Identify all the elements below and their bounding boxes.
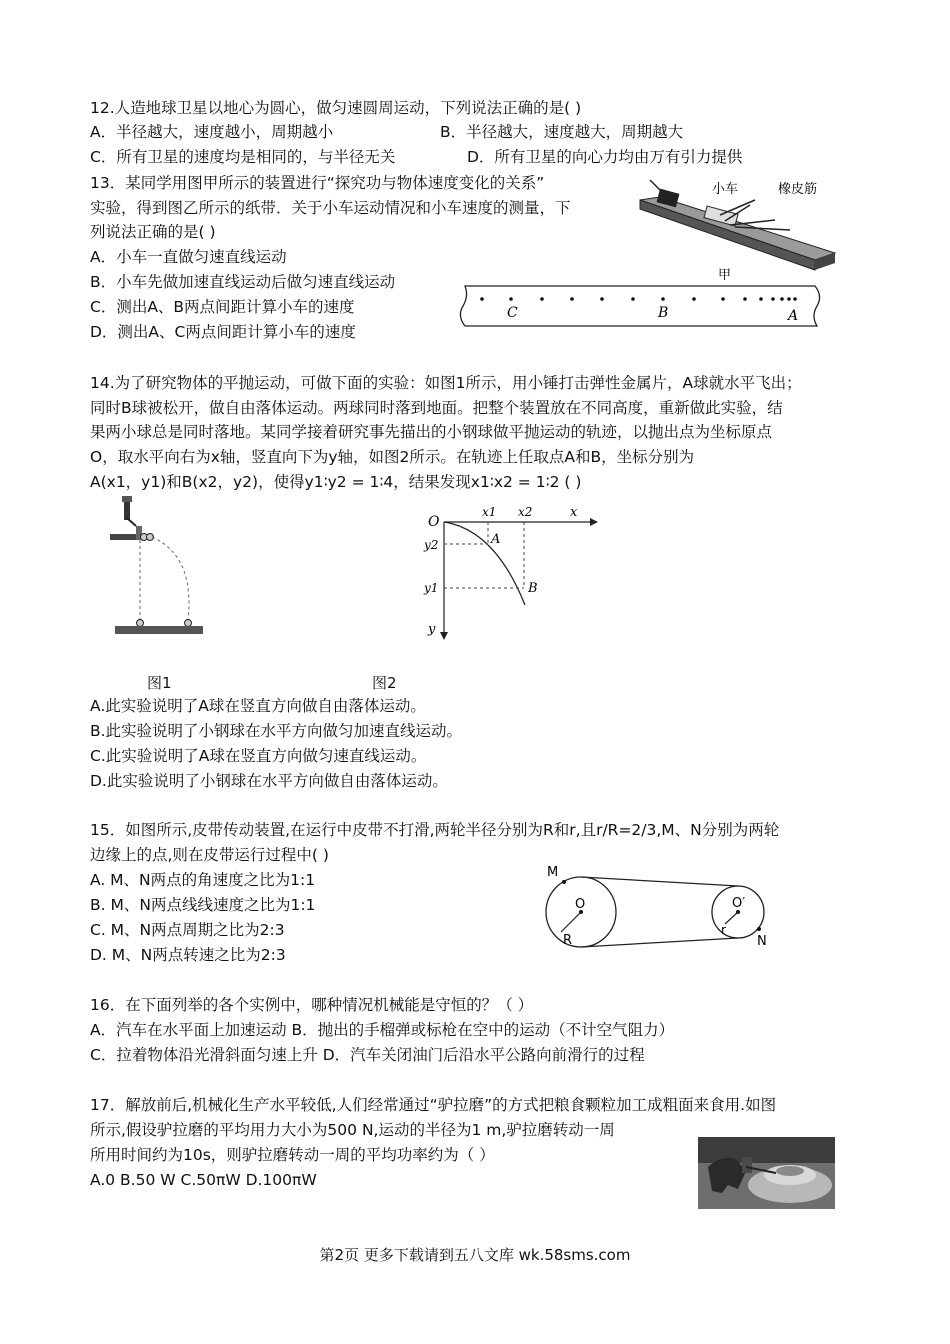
q14-label-x1: x1: [482, 505, 497, 519]
q15-option-c: C. M、N两点周期之比为2:3: [90, 921, 285, 939]
q13-stem-1: 13．某同学用图甲所示的装置进行“探究功与物体速度变化的关系”: [90, 174, 545, 192]
q13-option-b: B．小车先做加速直线运动后做匀速直线运动: [90, 273, 396, 291]
q13-stem-3: 列说法正确的是( ): [90, 223, 216, 241]
q15-label-o1: O: [575, 897, 586, 912]
q15-stem-2: 边缘上的点,则在皮带运行过程中( ): [90, 846, 329, 864]
q13-option-c: C．测出A、B两点间距计算小车的速度: [90, 298, 355, 316]
q12-stem: 12.人造地球卫星以地心为圆心，做匀速圆周运动，下列说法正确的是( ): [90, 99, 582, 117]
q15-option-d: D. M、N两点转速之比为2:3: [90, 946, 286, 964]
q14-axis-origin: O: [428, 514, 440, 530]
q13-option-a: A．小车一直做匀速直线运动: [90, 248, 287, 266]
q13-label-band: 橡皮筋: [778, 182, 818, 197]
q14-option-b: B.此实验说明了小钢球在水平方向做匀加速直线运动。: [90, 722, 463, 740]
q15-belt-figure: [535, 860, 775, 960]
q14-line-3: 果两小球总是同时落地。某同学接着研究事先描出的小钢球做平抛运动的轨迹，以抛出点为坐标原点: [90, 423, 773, 441]
q13-tape-label-c: C: [507, 305, 518, 321]
q13-tape-label-b: B: [658, 305, 669, 321]
q14-line-1: 14.为了研究物体的平抛运动，可做下面的实验：如图1所示，用小锤打击弹性金属片，A球就水平飞出；: [90, 374, 802, 392]
q13-option-d: D．测出A、C两点间距计算小车的速度: [90, 323, 356, 341]
q14-option-a: A.此实验说明了A球在竖直方向做自由落体运动。: [90, 697, 426, 715]
q13-stem-2: 实验，得到图乙所示的纸带．关于小车运动情况和小车速度的测量，下: [90, 199, 571, 217]
q14-axis-x: x: [570, 505, 578, 520]
q15-option-b: B. M、N两点线线速度之比为1:1: [90, 896, 316, 914]
q12-option-a: A．半径越大，速度越小，周期越小: [90, 123, 334, 141]
q17-options: A.0 B.50 W C.50πW D.100πW: [90, 1171, 317, 1189]
q13-label-car: 小车: [712, 182, 739, 197]
q14-option-d: D.此实验说明了小钢球在水平方向做自由落体运动。: [90, 772, 448, 790]
q13-tape-label-a: A: [788, 308, 799, 324]
q14-figure-2: [420, 500, 600, 645]
q14-figure-1-caption: 图1: [147, 674, 172, 692]
q17-stem-2: 所示,假设驴拉磨的平均用力大小为500 N,运动的半径为1 m,驴拉磨转动一周: [90, 1121, 615, 1139]
q13-label-jia: 甲: [718, 268, 732, 280]
q14-figure-2-caption: 图2: [372, 674, 397, 692]
q15-stem-1: 15．如图所示,皮带传动装置,在运行中皮带不打滑,两轮半径分别为R和r,且r/R=2/3,M、N分别为两轮: [90, 821, 780, 839]
q15-label-n: N: [757, 934, 767, 949]
q13-apparatus-figure: [630, 175, 840, 280]
q15-label-o2: O′: [732, 896, 746, 911]
q12-option-d: D．所有卫星的向心力均由万有引力提供: [467, 148, 743, 166]
page-footer: 第2页 更多下载请到五八文库 wk.58sms.com: [319, 1246, 631, 1264]
q16-options-ab: A．汽车在水平面上加速运动 B．抛出的手榴弹或标枪在空中的运动（不计空气阻力）: [90, 1021, 675, 1039]
q17-donkey-mill-photo: [698, 1137, 835, 1209]
q15-label-radius-small: r: [721, 923, 726, 937]
q14-figure-1: [100, 496, 210, 646]
q16-stem: 16．在下面列举的各个实例中，哪种情况机械能是守恒的？（ ）: [90, 996, 534, 1014]
q15-label-m: M: [547, 865, 559, 880]
q14-line-4: O，取水平向右为x轴，竖直向下为y轴，如图2所示。在轨迹上任取点A和B，坐标分别为: [90, 448, 695, 466]
q14-point-a: A: [491, 532, 501, 547]
q14-option-c: C.此实验说明了A球在竖直方向做匀速直线运动。: [90, 747, 427, 765]
q13-tape-figure: [455, 282, 830, 332]
q14-line-2: 同时B球被松开，做自由落体运动。两球同时落到地面。把整个装置放在不同高度，重新做此实验，结: [90, 399, 783, 417]
q14-point-b: B: [528, 581, 538, 596]
q16-options-cd: C．拉着物体沿光滑斜面匀速上升 D．汽车关闭油门后沿水平公路向前滑行的过程: [90, 1046, 645, 1064]
q12-option-c: C．所有卫星的速度均是相同的，与半径无关: [90, 148, 396, 166]
q15-label-radius-big: R: [563, 933, 573, 948]
q12-option-b: B．半径越大，速度越大，周期越大: [440, 123, 684, 141]
q15-option-a: A. M、N两点的角速度之比为1:1: [90, 871, 316, 889]
q14-label-y2: y2: [424, 538, 439, 552]
q14-label-x2: x2: [518, 505, 533, 519]
q14-label-y1: y1: [424, 581, 439, 595]
q14-line-5: A(x1，y1)和B(x2，y2)，使得y1∶y2 = 1∶4，结果发现x1∶x2 = 1∶2 ( ): [90, 473, 582, 491]
q17-stem-1: 17．解放前后,机械化生产水平较低,人们经常通过“驴拉磨”的方式把粮食颗粒加工成粗面来食用.如图: [90, 1096, 777, 1114]
q17-stem-3: 所用时间约为10s，则驴拉磨转动一周的平均功率约为（ ）: [90, 1146, 495, 1164]
q14-axis-y: y: [428, 622, 436, 637]
